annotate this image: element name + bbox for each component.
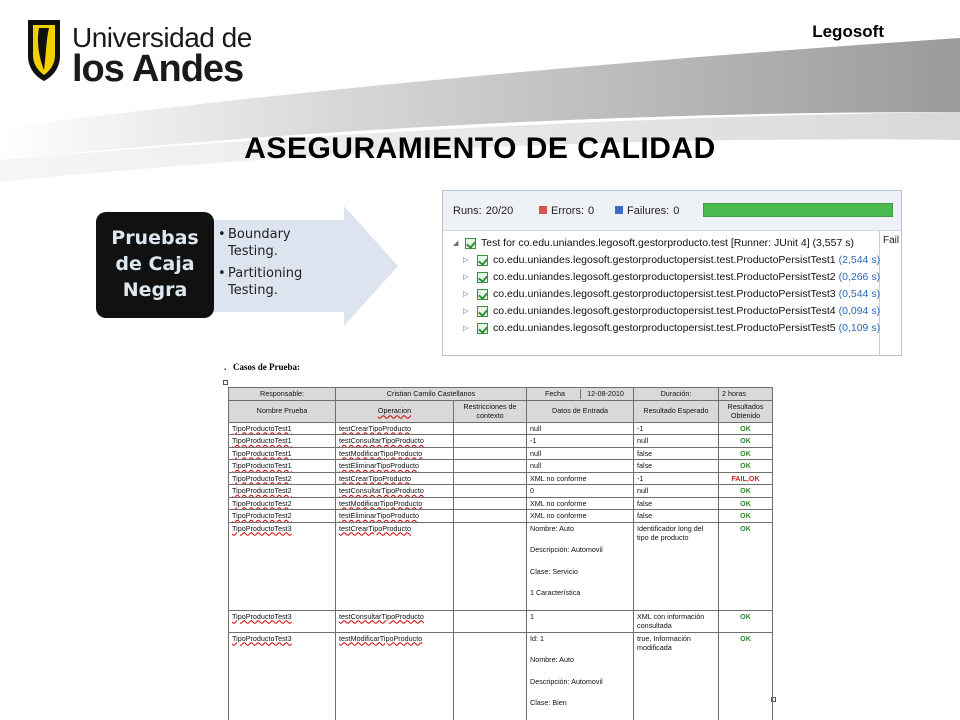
cell-context [454, 522, 527, 610]
cell-context [454, 610, 527, 632]
duracion-label: Duración: [634, 388, 719, 401]
cell-expected [634, 522, 719, 610]
cell-result: OK [719, 422, 773, 435]
junit-test-tree [451, 235, 879, 337]
cell-name: TipoProductoTest1 [229, 435, 336, 448]
responsable-label: Responsable: [229, 388, 336, 401]
cell-expected [634, 472, 719, 485]
cell-expected-line: XML con información consultada [637, 611, 705, 630]
failures-value: 0 [673, 205, 680, 217]
cell-context [454, 435, 527, 448]
table-row [229, 435, 773, 448]
tree-item-label: co.edu.uniandes.legosoft.gestorproductopersist.test.ProductoPersistTest4 [493, 305, 836, 317]
cell-input-line: XML no conforme [530, 511, 587, 520]
test-pass-icon [477, 289, 488, 300]
cell-expected-line: Identificador long del tipo de producto [637, 523, 704, 542]
responsable-value: Cristian Camilo Castellanos [336, 388, 527, 401]
cell-context [454, 472, 527, 485]
cell-context [454, 632, 527, 720]
expand-arrow-icon[interactable]: ▷ [463, 308, 469, 315]
test-pass-icon [477, 306, 488, 317]
cell-operation: testModificarTipoProducto [336, 632, 454, 720]
fecha-label [527, 388, 634, 401]
tree-item-time: (0,544 s) [838, 288, 881, 300]
cell-input-line: 0 [530, 486, 534, 495]
cell-result: OK [719, 447, 773, 460]
cell-input-line: null [530, 461, 542, 470]
cell-expected-line: -1 [637, 473, 644, 483]
table-row [229, 485, 773, 498]
heading-bullet: . [224, 362, 227, 372]
cell-expected-line: false [637, 511, 653, 520]
technique-bullet: • Boundary Testing. [218, 226, 338, 260]
cell-input [527, 485, 634, 498]
tree-item-label: co.edu.uniandes.legosoft.gestorproductopersist.test.ProductoPersistTest3 [493, 288, 836, 300]
cell-operation: testCrearTipoProducto [336, 472, 454, 485]
failures-label: Failures: [627, 205, 670, 217]
cell-expected-line: false [637, 448, 653, 458]
junit-summary-bar [443, 191, 901, 231]
cell-operation: testEliminarTipoProducto [336, 460, 454, 473]
slide-title: ASEGURAMIENTO DE CALIDAD [244, 132, 716, 165]
tree-item-label: co.edu.uniandes.legosoft.gestorproductopersist.test.ProductoPersistTest2 [493, 271, 836, 283]
errors-value: 0 [588, 205, 595, 217]
cell-context [454, 447, 527, 460]
cell-context [454, 510, 527, 523]
cell-input [527, 422, 634, 435]
junit-tree-item[interactable] [451, 320, 879, 337]
cell-name: TipoProductoTest3 [229, 610, 336, 632]
table-row [229, 510, 773, 523]
cell-expected-line: false [637, 498, 653, 508]
cell-name: TipoProductoTest1 [229, 460, 336, 473]
table-row [229, 447, 773, 460]
cell-expected [634, 447, 719, 460]
runs-value: 20/20 [485, 205, 514, 217]
table-row [229, 472, 773, 485]
error-icon [539, 206, 547, 214]
technique-box [96, 212, 214, 318]
cell-input-line: null [530, 423, 542, 433]
technique-bullets [218, 226, 338, 304]
junit-tree-item[interactable] [451, 252, 879, 269]
table-row [229, 497, 773, 510]
cell-result: OK [719, 485, 773, 498]
expand-arrow-icon[interactable]: ▷ [463, 325, 469, 332]
tree-item-label: co.edu.uniandes.legosoft.gestorproductopersist.test.ProductoPersistTest5 [493, 322, 836, 334]
table-row [229, 610, 773, 632]
cell-expected [634, 485, 719, 498]
failure-trace-label: Fail [883, 235, 900, 246]
cell-input-line: Id: 1 [530, 633, 544, 643]
cell-name: TipoProductoTest3 [229, 632, 336, 720]
collapse-arrow-icon[interactable]: ◢ [453, 240, 459, 247]
cell-context [454, 485, 527, 498]
cell-input [527, 497, 634, 510]
cell-operation: testConsultarTipoProducto [336, 485, 454, 498]
technique-bullet: • Partitioning Testing. [218, 265, 338, 299]
junit-tree-item[interactable] [451, 286, 879, 303]
cell-input [527, 610, 634, 632]
test-pass-icon [465, 238, 476, 249]
cell-expected [634, 510, 719, 523]
cell-operation: testModificarTipoProducto [336, 447, 454, 460]
errors-stat [539, 205, 594, 217]
junit-results-panel [442, 190, 902, 356]
cell-result: OK [719, 632, 773, 720]
cell-operation: testEliminarTipoProducto [336, 510, 454, 523]
cell-operation: testConsultarTipoProducto [336, 435, 454, 448]
cell-input-line: null [530, 448, 542, 458]
test-progress-bar [703, 203, 893, 217]
runs-label: Runs: [453, 205, 482, 217]
tree-item-time: (0,109 s) [838, 322, 881, 334]
cell-context [454, 460, 527, 473]
cell-result: OK [719, 435, 773, 448]
cell-input-line: XML no conforme [530, 498, 587, 508]
junit-tree-item[interactable] [451, 303, 879, 320]
col-header: Operacion [336, 400, 454, 422]
cell-input [527, 522, 634, 610]
cell-expected-line: null [637, 436, 649, 445]
cell-operation: testCrearTipoProducto [336, 422, 454, 435]
cell-name: TipoProductoTest3 [229, 522, 336, 610]
cell-operation: testConsultarTipoProducto [336, 610, 454, 632]
col-header: Nombre Prueba [229, 400, 336, 422]
failure-icon [615, 206, 623, 214]
cell-input [527, 460, 634, 473]
cell-result: OK [719, 522, 773, 610]
col-header: Restricciones de contexto [454, 400, 527, 422]
cell-operation: testCrearTipoProducto [336, 522, 454, 610]
cell-expected [634, 610, 719, 632]
fecha-label-text: Fecha [545, 389, 565, 398]
test-pass-icon [477, 272, 488, 283]
cell-expected [634, 460, 719, 473]
errors-label: Errors: [551, 205, 584, 217]
tree-item-time: (2,544 s) [838, 254, 881, 266]
test-pass-icon [477, 255, 488, 266]
tree-root-time: (3,557 s) [812, 237, 854, 249]
test-cases-table [228, 387, 773, 720]
cell-input-line: Nombre: Auto [530, 523, 574, 533]
cell-input-line: 1 [530, 611, 534, 621]
logo-text-line1: Universidad de [72, 22, 252, 53]
cell-result: FAIL,OK [719, 472, 773, 485]
cell-expected [634, 497, 719, 510]
cell-operation: testModificarTipoProducto [336, 497, 454, 510]
cell-input [527, 472, 634, 485]
expand-arrow-icon[interactable]: ▷ [463, 291, 469, 298]
cell-result: OK [719, 610, 773, 632]
col-header: Resultados Obtenido [719, 400, 773, 422]
table-row [229, 460, 773, 473]
cell-input-line: Descripción: Automovil [530, 545, 603, 554]
technique-label: Pruebas de Caja Negra [111, 227, 199, 301]
table-header-row [229, 400, 773, 422]
cell-expected-line: null [637, 486, 649, 495]
junit-tree-item[interactable] [451, 269, 879, 286]
cell-name: TipoProductoTest2 [229, 510, 336, 523]
cell-input-line: Clase: Bien [530, 698, 567, 707]
fecha-value: 12-08-2010 [580, 389, 630, 399]
cell-result: OK [719, 460, 773, 473]
cell-result: OK [719, 497, 773, 510]
table-row [229, 422, 773, 435]
cell-expected-line: false [637, 461, 653, 470]
duracion-value: 2 horas [719, 388, 773, 401]
cell-input [527, 510, 634, 523]
col-header: Datos de Entrada [527, 400, 634, 422]
cell-expected-line: -1 [637, 423, 644, 433]
cell-expected [634, 435, 719, 448]
failures-stat [615, 205, 679, 217]
table-row [229, 522, 773, 610]
tree-item-label: co.edu.uniandes.legosoft.gestorproductopersist.test.ProductoPersistTest1 [493, 254, 836, 266]
cell-input-line: -1 [530, 436, 537, 445]
cell-context [454, 422, 527, 435]
tree-root-label: Test for co.edu.uniandes.legosoft.gestorproducto.test [Runner: JUnit 4] [481, 237, 810, 249]
table-row [229, 632, 773, 720]
cell-input [527, 632, 634, 720]
cell-input [527, 447, 634, 460]
runs-stat [453, 205, 513, 217]
cell-input [527, 435, 634, 448]
test-cases-document [220, 360, 780, 710]
table-meta-row [229, 388, 773, 401]
logo-text-line2: los Andes [72, 48, 244, 90]
test-cases-heading [224, 362, 300, 372]
cell-result: OK [719, 510, 773, 523]
test-pass-icon [477, 323, 488, 334]
expand-arrow-icon[interactable]: ▷ [463, 274, 469, 281]
cell-input-line: Descripción: Automovil [530, 676, 603, 686]
junit-tree-root[interactable] [451, 235, 879, 252]
cell-input-line: Nombre: Auto [530, 655, 574, 664]
cell-name: TipoProductoTest2 [229, 485, 336, 498]
cell-name: TipoProductoTest1 [229, 422, 336, 435]
company-name: Legosoft [812, 22, 884, 41]
tree-item-time: (0,266 s) [838, 271, 881, 283]
expand-arrow-icon[interactable]: ▷ [463, 257, 469, 264]
tree-item-time: (0,094 s) [838, 305, 881, 317]
cell-expected [634, 422, 719, 435]
cell-input-line: Clase: Servicio [530, 566, 578, 576]
cell-name: TipoProductoTest2 [229, 497, 336, 510]
cell-name: TipoProductoTest1 [229, 447, 336, 460]
cell-input-line: XML no conforme [530, 473, 587, 483]
cell-input-line: 1 Característica [530, 588, 581, 597]
cell-expected [634, 632, 719, 720]
heading-text: Casos de Prueba: [233, 362, 300, 372]
cell-name: TipoProductoTest2 [229, 472, 336, 485]
logo-shield-icon [22, 16, 66, 84]
table-move-handle-icon[interactable] [223, 380, 228, 385]
university-logo [22, 16, 252, 90]
cell-context [454, 497, 527, 510]
col-header: Resultado Esperado [634, 400, 719, 422]
cell-expected-line: true, Información modificada [637, 633, 691, 652]
